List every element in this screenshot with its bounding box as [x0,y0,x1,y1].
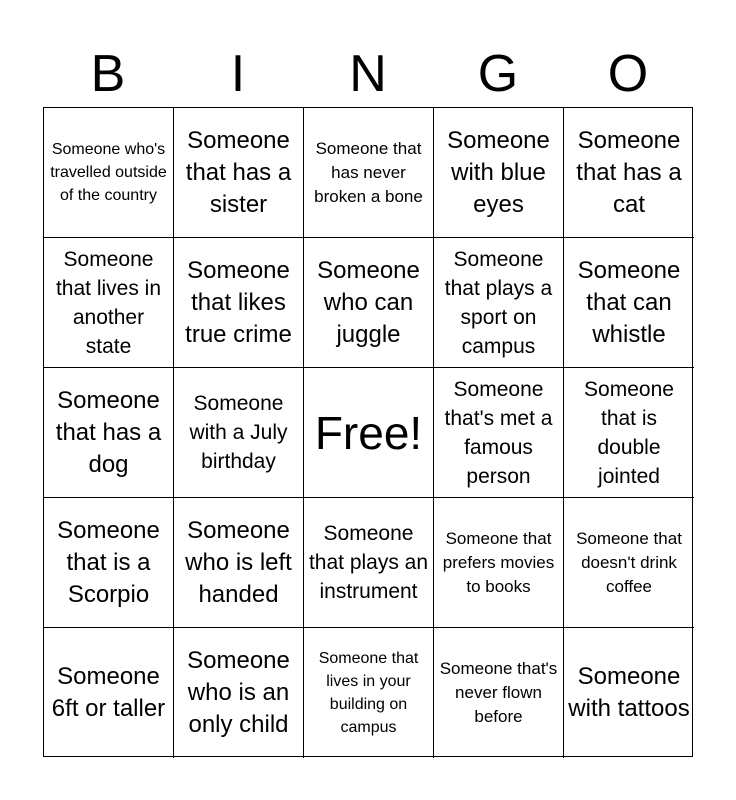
cell-text: Someone that doesn't drink coffee [576,528,682,596]
bingo-cell[interactable] [304,108,434,238]
bingo-cell[interactable] [434,628,564,758]
free-space-text: Free! [314,406,423,459]
bingo-cell[interactable] [44,108,174,238]
cell-text: Someone with a July birthday [189,392,288,473]
bingo-cell[interactable] [174,498,304,628]
bingo-cell[interactable] [304,498,434,628]
bingo-cell[interactable] [564,238,694,368]
cell-text: Someone who is an only child [187,647,290,738]
bingo-cell[interactable] [44,628,174,758]
bingo-cell[interactable] [174,108,304,238]
header-letter-i: I [230,45,246,103]
bingo-cell[interactable] [564,498,694,628]
bingo-cell[interactable] [174,238,304,368]
bingo-header [43,40,693,108]
bingo-cell[interactable] [174,628,304,758]
cell-text: Someone that's met a famous person [444,377,553,488]
bingo-cell[interactable] [44,368,174,498]
bingo-cell[interactable] [304,628,434,758]
bingo-cell[interactable] [564,108,694,238]
cell-text: Someone that is double jointed [584,377,674,488]
free-space[interactable] [304,368,434,498]
cell-text: Someone who's travelled outside of the country [50,141,167,204]
cell-text: Someone that has a dog [55,386,162,478]
bingo-cell[interactable] [174,368,304,498]
bingo-cell[interactable] [564,628,694,758]
bingo-cell[interactable] [304,238,434,368]
cell-text: Someone that has never broken a bone [314,138,423,206]
cell-text: Someone that plays an instrument [308,522,429,603]
cell-text: Someone that plays a sport on campus [444,247,553,358]
bingo-cell[interactable] [434,498,564,628]
cell-text: Someone that can whistle [577,256,681,348]
bingo-cell[interactable] [434,238,564,368]
bingo-cell[interactable] [564,368,694,498]
cell-text: Someone that has a cat [576,126,682,218]
cell-text: Someone that prefers movies to books [442,528,555,596]
bingo-cell[interactable] [44,238,174,368]
cell-text: Someone that has a sister [185,126,292,218]
bingo-cell[interactable] [434,368,564,498]
cell-text: Someone 6ft or taller [51,663,166,722]
cell-text: Someone that likes true crime [185,256,292,348]
cell-text: Someone that lives in another state [55,247,162,358]
cell-text: Someone that lives in your building on campus [318,650,419,736]
cell-text: Someone that's never flown before [439,659,558,726]
cell-text: Someone with tattoos [568,663,690,722]
bingo-grid [43,107,693,757]
cell-text: Someone who is left handed [185,516,292,608]
cell-text: Someone that is a Scorpio [57,516,160,608]
cell-text: Someone with blue eyes [447,126,550,218]
cell-text: Someone who can juggle [317,256,420,348]
bingo-cell[interactable] [44,498,174,628]
header-letter-b: B [90,45,126,103]
header-letter-n: N [349,45,387,103]
bingo-cell[interactable] [434,108,564,238]
header-letter-g: G [477,45,519,103]
header-letter-o: O [607,45,649,103]
